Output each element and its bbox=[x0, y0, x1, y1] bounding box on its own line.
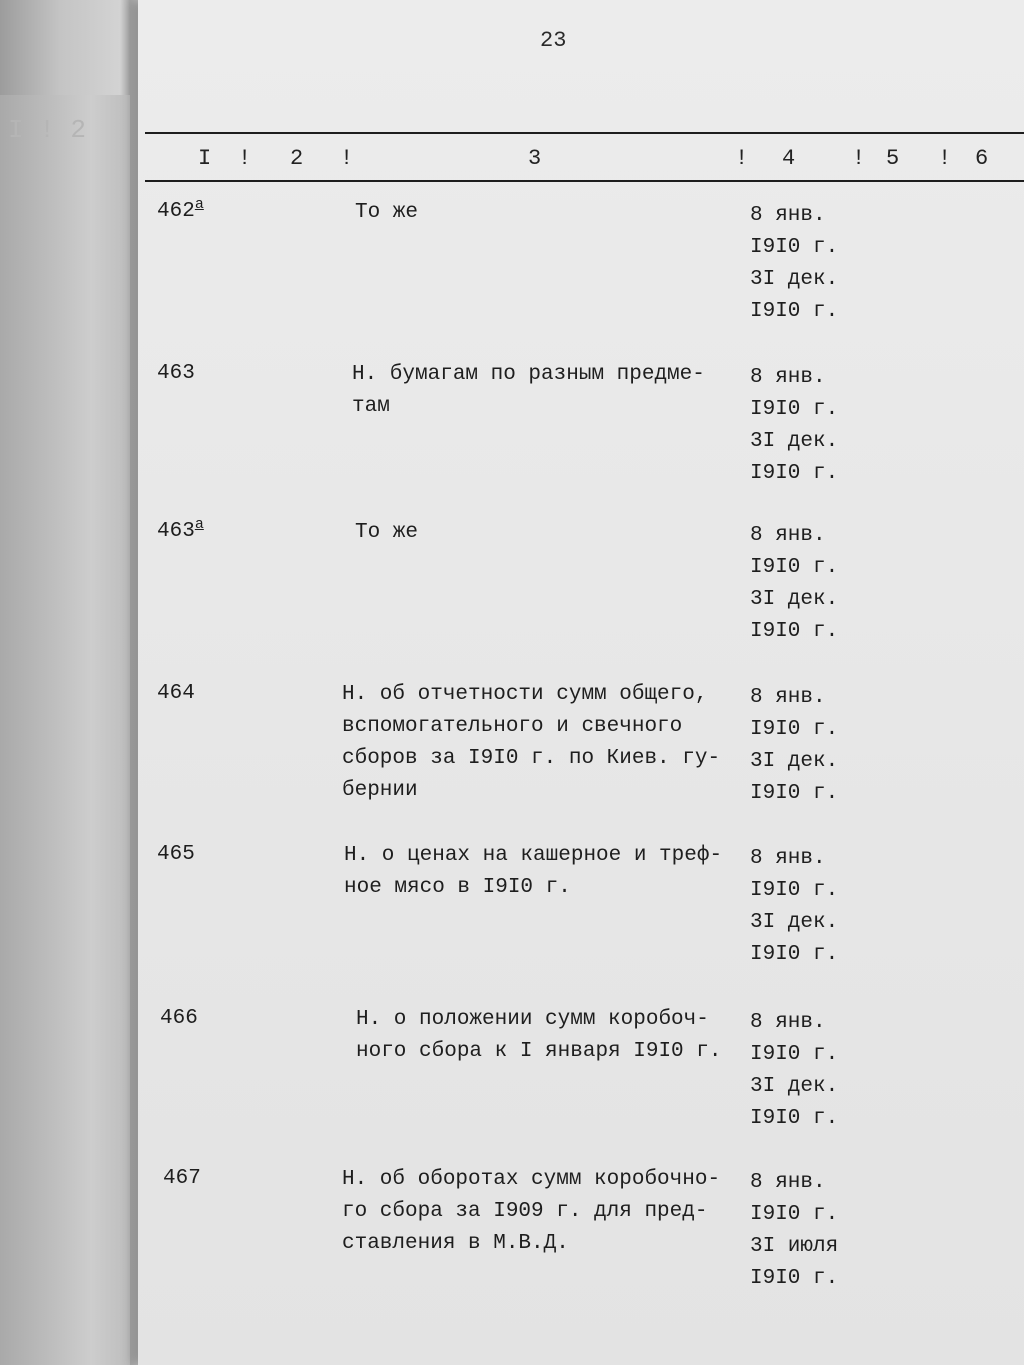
column-3-header: 3 bbox=[528, 146, 542, 171]
record-dates: 8 янв. I9I0 г. 3I дек. I9I0 г. bbox=[750, 686, 839, 805]
record-description: Н. бумагам по разным предме- там bbox=[352, 363, 705, 418]
column-1-header: I bbox=[198, 146, 212, 171]
column-separator: ! bbox=[340, 146, 354, 171]
record-description: Н. о ценах на кашерное и треф- ное мясо в I9I0 г. bbox=[344, 844, 723, 899]
adjacent-page-header: I ! 2 bbox=[8, 115, 87, 145]
record-number: 467 bbox=[163, 1167, 201, 1190]
record-number: 464 bbox=[157, 682, 195, 705]
adjacent-page-edge bbox=[0, 95, 130, 1365]
record-dates: 8 янв. I9I0 г. 3I дек. I9I0 г. bbox=[750, 847, 839, 966]
column-separator: ! bbox=[938, 146, 952, 171]
record-number: 462$^a$ bbox=[157, 196, 204, 223]
record-number: 465 bbox=[157, 843, 195, 866]
record-dates: 8 янв. I9I0 г. 3I дек. I9I0 г. bbox=[750, 524, 839, 643]
record-dates: 8 янв. I9I0 г. 3I дек. I9I0 г. bbox=[750, 204, 839, 323]
header-rule-bottom bbox=[145, 180, 1024, 182]
column-2-header: 2 bbox=[290, 146, 304, 171]
record-number: 466 bbox=[160, 1007, 198, 1030]
column-6-header: 6 bbox=[975, 146, 989, 171]
column-4-header: 4 bbox=[782, 146, 796, 171]
record-description: Н. о положении сумм коробоч- ного сбора к I января I9I0 г. bbox=[356, 1008, 722, 1063]
column-5-header: 5 bbox=[886, 146, 900, 171]
header-rule-top bbox=[145, 132, 1024, 134]
record-dates: 8 янв. I9I0 г. 3I дек. I9I0 г. bbox=[750, 366, 839, 485]
record-number: 463$^a$ bbox=[157, 516, 204, 543]
record-dates: 8 янв. I9I0 г. 3I дек. I9I0 г. bbox=[750, 1011, 839, 1130]
record-description: Н. об отчетности сумм общего, вспомогательного и свечного сборов за I9I0 г. по Киев. гу- бернии bbox=[342, 683, 721, 802]
record-description: То же bbox=[355, 521, 419, 544]
record-number: 463 bbox=[157, 362, 195, 385]
column-separator: ! bbox=[238, 146, 252, 171]
column-separator: ! bbox=[735, 146, 749, 171]
page-number: 23 bbox=[540, 28, 567, 53]
column-separator: ! bbox=[852, 146, 866, 171]
record-dates: 8 янв. I9I0 г. 3I июля I9I0 г. bbox=[750, 1171, 839, 1290]
record-description: Н. об оборотах сумм коробочно- го сбора за I909 г. для пред- ставления в М.В.Д. bbox=[342, 1168, 721, 1255]
record-description: То же bbox=[355, 201, 419, 224]
